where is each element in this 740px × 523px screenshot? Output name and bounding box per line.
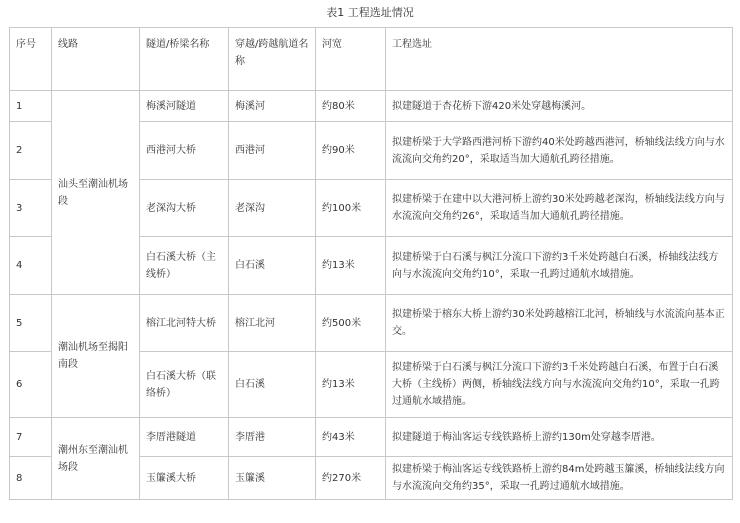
cell-crossing: 玉簾溪 <box>229 457 316 500</box>
cell-site: 拟建桥梁于榕东大桥上游约30米处跨越榕江北河，桥轴线与水流流向基本正交。 <box>386 295 733 352</box>
cell-crossing: 西港河 <box>229 122 316 180</box>
cell-site: 拟建桥梁于大学路西港河桥下游约40米处跨越西港河，桥轴线法线方向与水流流向交角约20°，采取适当加大通航孔跨径措施。 <box>386 122 733 180</box>
cell-seq: 7 <box>10 418 52 457</box>
cell-crossing: 白石溪 <box>229 237 316 295</box>
table-row <box>10 91 733 122</box>
cell-width: 约90米 <box>316 122 386 180</box>
cell-crossing: 李厝港 <box>229 418 316 457</box>
cell-width: 约43米 <box>316 418 386 457</box>
cell-site: 拟建桥梁于在建中以大港河桥上游约30米处跨越老深沟，桥轴线法线方向与水流流向交角约26°，采取适当加大通航孔跨径措施。 <box>386 180 733 237</box>
project-site-table <box>9 27 733 500</box>
cell-name: 玉簾溪大桥 <box>140 457 229 500</box>
header-width: 河宽 <box>316 28 386 91</box>
cell-width: 约100米 <box>316 180 386 237</box>
cell-width: 约13米 <box>316 237 386 295</box>
cell-name: 梅溪河隧道 <box>140 91 229 122</box>
cell-seq: 2 <box>10 122 52 180</box>
cell-site: 拟建桥梁于白石溪与枫江分流口下游约3千米处跨越白石溪，布置于白石溪大桥（主线桥）两侧，桥轴线法线方向与水流流向交角约10°，采取一孔跨过通航水域措施。 <box>386 352 733 418</box>
cell-width: 约270米 <box>316 457 386 500</box>
cell-name: 榕江北河特大桥 <box>140 295 229 352</box>
cell-seq: 1 <box>10 91 52 122</box>
cell-name: 白石溪大桥（联络桥） <box>140 352 229 418</box>
cell-name: 西港河大桥 <box>140 122 229 180</box>
cell-name: 白石溪大桥（主线桥） <box>140 237 229 295</box>
table-row <box>10 418 733 457</box>
cell-site: 拟建桥梁于白石溪与枫江分流口下游约3千米处跨越白石溪，桥轴线法线方向与水流流向交角约10°，采取一孔跨过通航水域措施。 <box>386 237 733 295</box>
cell-line-segment: 汕头至潮汕机场段 <box>52 91 140 295</box>
table-row <box>10 295 733 352</box>
cell-crossing: 梅溪河 <box>229 91 316 122</box>
header-site: 工程选址 <box>386 28 733 91</box>
cell-site: 拟建隧道于梅汕客运专线铁路桥上游约130m处穿越李厝港。 <box>386 418 733 457</box>
cell-crossing: 老深沟 <box>229 180 316 237</box>
header-seq: 序号 <box>10 28 52 91</box>
header-line: 线路 <box>52 28 140 91</box>
header-name: 隧道/桥梁名称 <box>140 28 229 91</box>
cell-site: 拟建桥梁于梅汕客运专线铁路桥上游约84m处跨越玉簾溪，桥轴线法线方向与水流流向交角约35°，采取一孔跨过通航水域措施。 <box>386 457 733 500</box>
cell-seq: 4 <box>10 237 52 295</box>
cell-seq: 3 <box>10 180 52 237</box>
cell-line-segment: 潮汕机场至揭阳南段 <box>52 295 140 418</box>
cell-name: 李厝港隧道 <box>140 418 229 457</box>
cell-crossing: 榕江北河 <box>229 295 316 352</box>
cell-name: 老深沟大桥 <box>140 180 229 237</box>
table-caption: 表1 工程选址情况 <box>326 6 414 19</box>
cell-crossing: 白石溪 <box>229 352 316 418</box>
cell-width: 约500米 <box>316 295 386 352</box>
table-header-row <box>10 28 733 91</box>
cell-line-segment: 潮州东至潮汕机场段 <box>52 418 140 500</box>
header-crossing: 穿越/跨越航道名称 <box>229 28 316 91</box>
cell-width: 约80米 <box>316 91 386 122</box>
cell-width: 约13米 <box>316 352 386 418</box>
cell-seq: 6 <box>10 352 52 418</box>
cell-site: 拟建隧道于杏花桥下游420米处穿越梅溪河。 <box>386 91 733 122</box>
cell-seq: 8 <box>10 457 52 500</box>
cell-seq: 5 <box>10 295 52 352</box>
